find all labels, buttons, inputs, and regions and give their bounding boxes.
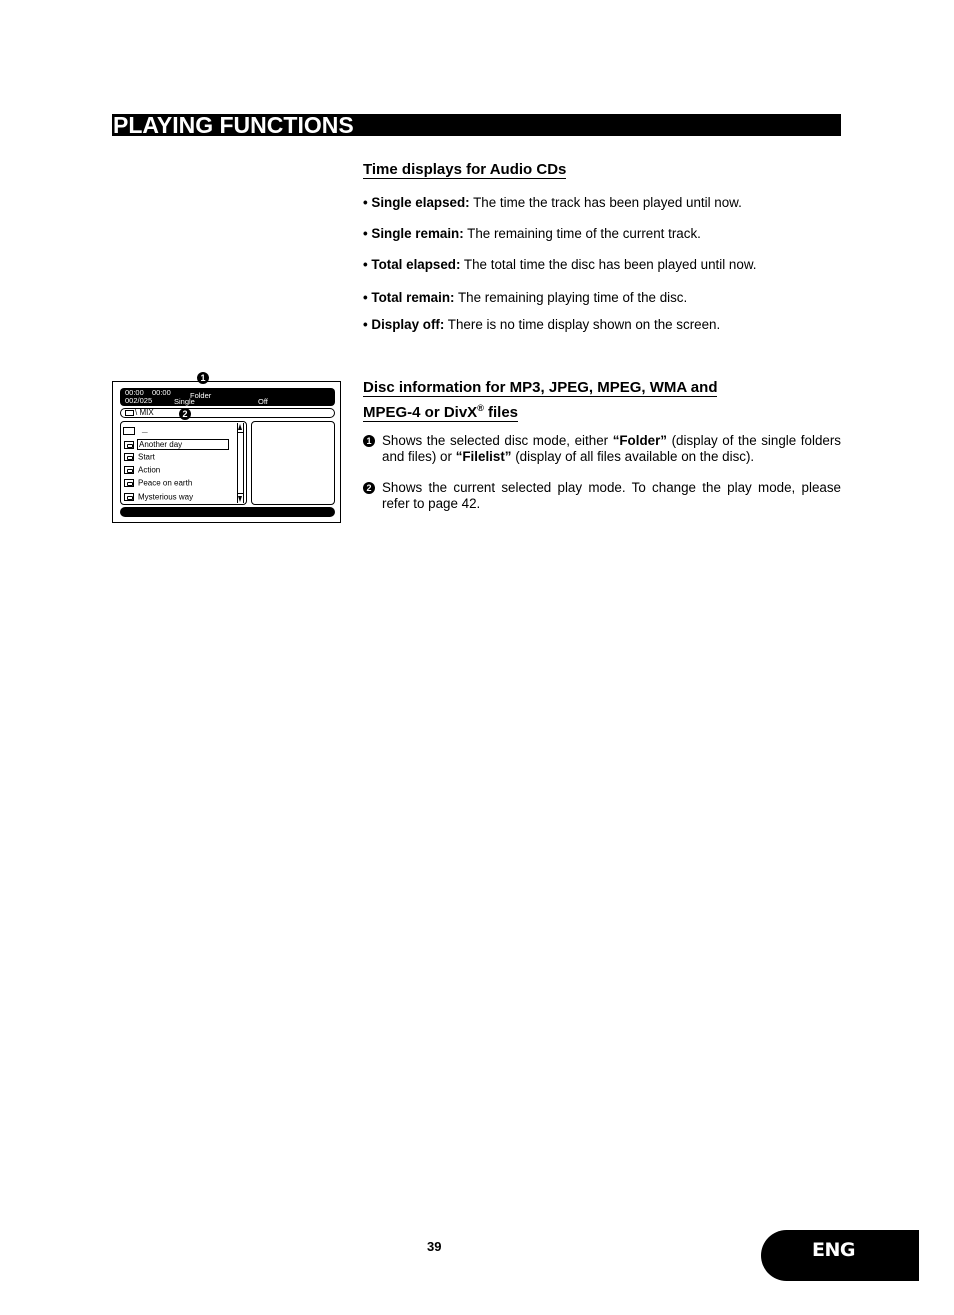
osd-bottom-bar bbox=[120, 507, 335, 517]
section-title: PLAYING FUNCTIONS bbox=[112, 114, 841, 136]
osd-scrollbar[interactable] bbox=[237, 423, 244, 503]
image-file-icon bbox=[124, 453, 134, 461]
file-name: Mysterious way bbox=[138, 492, 194, 502]
language-label: ENG bbox=[812, 1239, 855, 1261]
osd-display-off: Off bbox=[258, 397, 268, 406]
bullet-text: The remaining time of the current track. bbox=[463, 226, 701, 241]
bullet-display-off bbox=[363, 317, 720, 333]
scroll-up-icon[interactable] bbox=[238, 424, 242, 430]
bullet-term: • Display off: bbox=[363, 317, 445, 332]
bullet-text: The total time the disc has been played until now. bbox=[460, 257, 757, 272]
heading-part: files bbox=[483, 404, 519, 421]
bullet-term: • Total remain: bbox=[363, 290, 455, 305]
bullet-single-elapsed bbox=[363, 195, 742, 211]
osd-status-bar bbox=[120, 388, 335, 406]
music-file-icon bbox=[124, 493, 134, 501]
osd-track-count: 002/025 bbox=[125, 396, 153, 405]
music-file-icon bbox=[124, 441, 134, 449]
bullet-single-remain bbox=[363, 226, 701, 242]
callout-1: 1 bbox=[197, 372, 209, 384]
disc-info-point-1 bbox=[363, 433, 841, 465]
osd-total-time: 00:00 bbox=[152, 388, 171, 397]
point-1-text bbox=[382, 433, 841, 465]
number-badge-1: 1 bbox=[363, 435, 375, 447]
file-name: Action bbox=[138, 465, 161, 475]
osd-file-list bbox=[120, 421, 247, 505]
list-item[interactable] bbox=[124, 477, 192, 488]
list-item[interactable] bbox=[124, 491, 193, 502]
bullet-term: • Single elapsed: bbox=[363, 195, 470, 210]
bullet-term: • Single remain: bbox=[363, 226, 464, 241]
folder-icon bbox=[123, 427, 135, 435]
file-name: Another day bbox=[137, 439, 229, 450]
osd-path-text: \ MIX bbox=[135, 408, 154, 417]
disc-info-heading bbox=[363, 378, 843, 423]
list-item[interactable] bbox=[124, 451, 155, 462]
scroll-divider bbox=[237, 432, 244, 433]
bullet-text: The remaining playing time of the disc. bbox=[454, 290, 688, 305]
video-file-icon bbox=[124, 466, 134, 474]
point-2-text: Shows the current selected play mode. To change the play mode, please refer to page 42. bbox=[382, 480, 841, 511]
bullet-total-remain bbox=[363, 290, 687, 306]
scroll-down-icon[interactable] bbox=[238, 496, 242, 502]
disc-info-heading-line2 bbox=[363, 404, 518, 422]
osd-elapsed-time: 00:00 bbox=[125, 388, 144, 397]
file-name: Start bbox=[138, 452, 155, 462]
bullet-term: • Total elapsed: bbox=[363, 257, 461, 272]
number-badge-2: 2 bbox=[363, 482, 375, 494]
file-name: Peace on earth bbox=[138, 478, 193, 488]
bullet-total-elapsed bbox=[363, 257, 756, 273]
disc-info-point-2 bbox=[363, 480, 841, 512]
audio-cd-heading bbox=[363, 160, 566, 180]
heading-part: MPEG-4 or DivX bbox=[363, 404, 478, 421]
list-item[interactable] bbox=[124, 439, 229, 450]
audio-cd-heading-text: Time displays for Audio CDs bbox=[363, 161, 567, 178]
disc-info-heading-line1: Disc information for MP3, JPEG, MPEG, WMA and bbox=[363, 379, 718, 396]
callout-2: 2 bbox=[179, 408, 191, 420]
language-tab bbox=[761, 1230, 919, 1281]
list-item[interactable] bbox=[124, 464, 160, 475]
registered-mark: ® bbox=[477, 403, 484, 413]
point-text: Shows the selected disc mode, either bbox=[382, 433, 613, 448]
osd-play-mode: Single bbox=[174, 397, 195, 406]
osd-disc-mode: Folder bbox=[190, 391, 212, 400]
point-text: (display of all files available on the disc). bbox=[511, 449, 755, 464]
bullet-text: The time the track has been played until now. bbox=[469, 195, 742, 210]
music-file-icon bbox=[124, 479, 134, 487]
scroll-divider bbox=[237, 493, 244, 494]
page-number: 39 bbox=[427, 1239, 442, 1254]
bullet-text: There is no time display shown on the screen. bbox=[444, 317, 721, 332]
folder-icon bbox=[125, 410, 134, 416]
osd-path-bar bbox=[120, 408, 335, 418]
point-bold: “Filelist” bbox=[455, 449, 512, 464]
point-text: (display of the single folders and files) or bbox=[382, 433, 841, 464]
point-bold: “Folder” bbox=[612, 433, 667, 448]
osd-preview-pane bbox=[251, 421, 335, 505]
osd-up-dir: _ bbox=[142, 423, 148, 434]
